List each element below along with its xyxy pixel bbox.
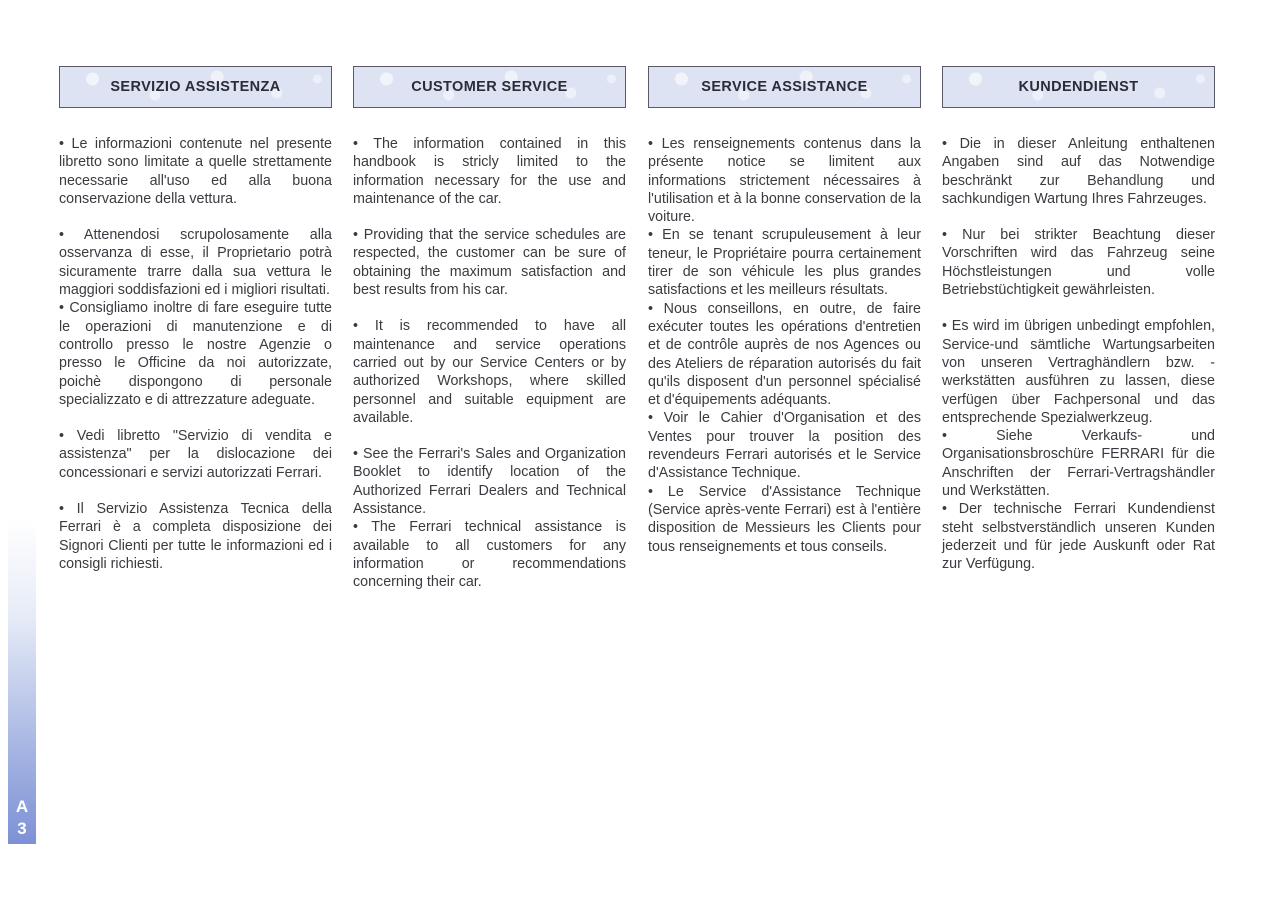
section-title-english: CUSTOMER SERVICE	[411, 79, 568, 95]
paragraph-french-3: • Nous conseillons, en outre, de faire exécuter toutes les opérations d'entretien et de contrôle auprès de nos Agences ou des Ateliers de réparation autorisés du fait qu'ils disposent d'un personnel spécialisé et d'équipements adéquants.	[648, 300, 921, 409]
paragraph-italian-2: • Attenendosi scrupolosamente alla osservanza di esse, il Proprietario potrà sicuramente trarre dalla sua vettura le maggiori soddisfazioni ed i migliori risultati.	[59, 227, 332, 299]
paragraph-english-1: • The information contained in this handbook is stricly limited to the information necessary for the use and maintenance of the car.	[353, 136, 626, 207]
section-header-german	[942, 66, 1215, 108]
column-english	[353, 66, 626, 592]
column-french	[648, 66, 921, 556]
paragraph-english-2: • Providing that the service schedules are respected, the customer can be sure of obtaining the maximum satisfaction and best results from his car.	[353, 227, 626, 299]
paragraph-italian-4: • Vedi libretto "Servizio di vendita e assistenza" per la dislocazione dei concessionari e servizi autorizzati Ferrari.	[59, 428, 332, 481]
column-german	[942, 66, 1215, 574]
paragraph-french-5: • Le Service d'Assistance Technique (Service après-vente Ferrari) est à l'entière disposition de Messieurs les Clients pour tous renseignements et tous conseils.	[648, 483, 921, 555]
section-title-german: KUNDENDIENST	[1018, 79, 1139, 95]
body-english	[353, 135, 626, 592]
paragraph-french-2: • En se tenant scrupuleusement à leur teneur, le Propriétaire pourra certainement tirer de son véhicule les plus grandes satisfactions et les meilleurs résultats.	[648, 227, 921, 299]
paragraph-german-3: • Es wird im übrigen unbedingt empfohlen, Service-und sämtliche Wartungsarbeiten von unseren Vertraghändlern bzw. -werkstätten ausführen zu lassen, diese verfügen über Fachpersonal und das entsprechende Spezialwerkzeug.	[942, 318, 1215, 426]
paragraph-french-1: • Les renseignements contenus dans la présente notice se limitent aux informations strictement nécessaires à l'utilisation et à la bonne conservation de la voiture.	[648, 136, 921, 226]
paragraph-german-2: • Nur bei strikter Beachtung dieser Vorschriften wird das Fahrzeug seine Höchstleistungen und volle Betriebstüchtigkeit gewährleisten.	[942, 227, 1215, 299]
page-number: 3	[17, 819, 27, 838]
paragraph-italian-5: • Il Servizio Assistenza Tecnica della Ferrari è a completa disposizione dei Signori Clienti per tutte le informazioni ed i consigli richiesti.	[59, 501, 332, 572]
body-italian	[59, 135, 332, 573]
paragraph-italian-1: • Le informazioni contenute nel presente libretto sono limitate a quelle strettamente necessarie all'uso ed alla buona conservazione della vettura.	[59, 136, 332, 207]
body-french	[648, 135, 921, 556]
section-tab-label	[8, 796, 36, 840]
paragraph-french-4: • Voir le Cahier d'Organisation et des Ventes pour trouver la position des revendeurs Ferrari autorisés et le Service d'Assistance Technique.	[648, 410, 921, 482]
paragraph-german-1: • Die in dieser Anleitung enthaltenen Angaben sind auf das Notwendige beschränkt zur Behandlung und sachkundigen Wartung Ihres Fahrzeuges.	[942, 136, 1215, 207]
paragraph-english-3: • It is recommended to have all maintenance and service operations carried out by our Service Centers or by authorized Workshops, where skilled personnel and suitable equipment are available.	[353, 318, 626, 426]
body-german	[942, 135, 1215, 574]
paragraph-english-4: • See the Ferrari's Sales and Organization Booklet to identify location of the Authorized Ferrari Dealers and Technical Assistance.	[353, 446, 626, 518]
paragraph-german-5: • Der technische Ferrari Kundendienst steht selbstverständlich unseren Kunden jederzeit und für jede Auskunft oder Rat zur Verfügung.	[942, 501, 1215, 573]
section-header-english	[353, 66, 626, 108]
section-title-french: SERVICE ASSISTANCE	[701, 79, 868, 95]
section-header-french	[648, 66, 921, 108]
paragraph-italian-3: • Consigliamo inoltre di fare eseguire tutte le operazioni di manutenzione e di controllo presso le nostre Agenzie o presso le Officine da noi autorizzate, poichè dispongono di personale specializzato e di attrezzature adeguate.	[59, 300, 332, 408]
paragraph-english-5: • The Ferrari technical assistance is available to all customers for any information or recommendations concerning their car.	[353, 519, 626, 591]
section-title-italian: SERVIZIO ASSISTENZA	[110, 79, 281, 95]
section-letter: A	[15, 797, 29, 816]
column-italian	[59, 66, 332, 573]
section-header-italian	[59, 66, 332, 108]
paragraph-german-4: • Siehe Verkaufs- und Organisationsbroschüre FERRARI für die Anschriften der Ferrari-Vertragshändler und Werkstätten.	[942, 428, 1215, 500]
